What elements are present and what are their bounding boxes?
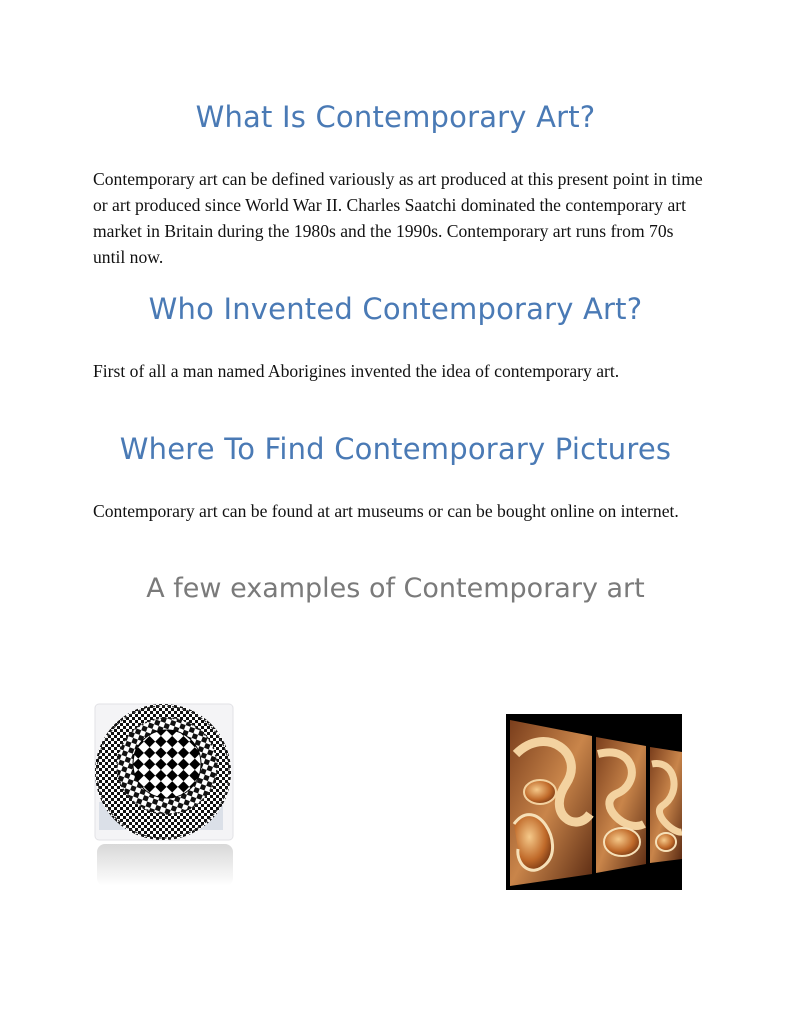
op-art-image [93, 702, 237, 888]
paragraph-what-is: Contemporary art can be defined variously as art produced at this present point in time or art produced since World War II. Charles Saatchi dominated the contemporary art market in Britain during the 1980s and the 1990s. Contemporary art runs from 70s until now. [93, 169, 703, 267]
paragraph-where-to-find: Contemporary art can be found at art museums or can be bought online on internet. [93, 501, 679, 521]
heading-what-is: What Is Contemporary Art? [195, 100, 596, 134]
heading-examples: A few examples of Contemporary art [146, 573, 645, 604]
heading-where-to-find: Where To Find Contemporary Pictures [119, 432, 672, 466]
paragraph-who-invented: First of all a man named Aborigines invented the idea of contemporary art. [93, 361, 620, 381]
heading-who-invented: Who Invented Contemporary Art? [148, 292, 643, 326]
abstract-triptych-image [506, 714, 682, 890]
